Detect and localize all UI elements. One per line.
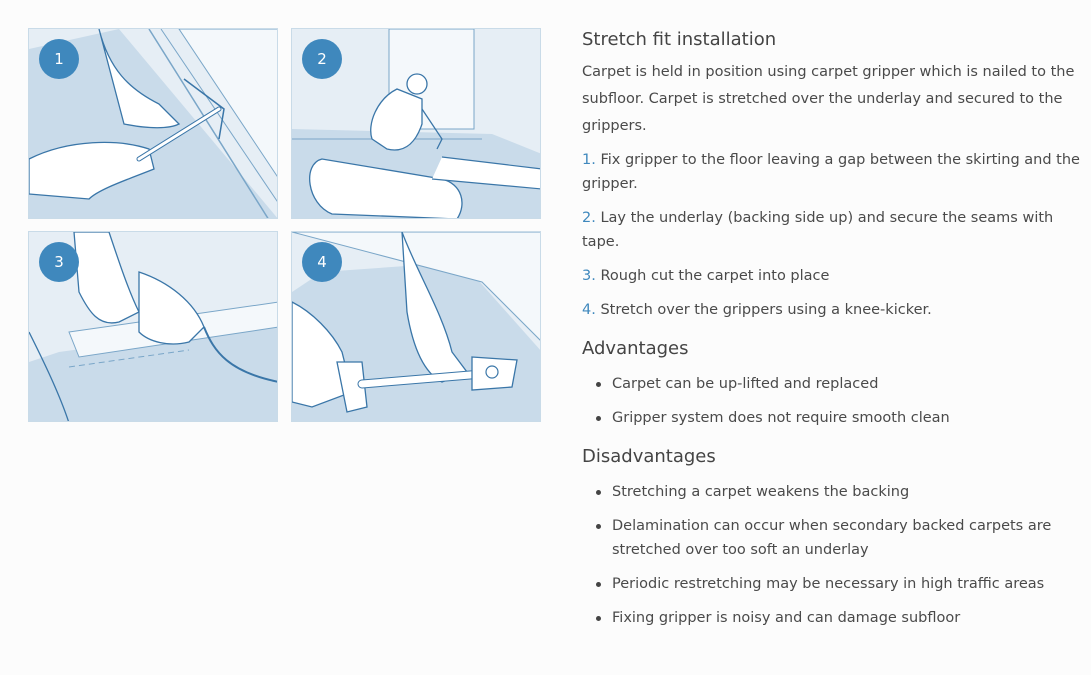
- step-badge: 3: [39, 242, 79, 282]
- steps-list: [582, 148, 1082, 322]
- step-text: Rough cut the carpet into place: [600, 268, 830, 284]
- list-item: Carpet can be up-lifted and replaced: [594, 372, 1082, 396]
- list-item: Delamination can occur when secondary backed carpets are stretched over too soft an underlay: [594, 514, 1082, 562]
- illustration-grid: [28, 28, 542, 423]
- installation-content: [582, 28, 1082, 640]
- section-heading: Stretch fit installation: [582, 29, 777, 50]
- intro-paragraph: Carpet is held in position using carpet gripper which is nailed to the subfloor. Carpet is stretched over the underlay and secured to the grippers.: [582, 64, 1075, 134]
- step-number: 3.: [582, 268, 596, 284]
- list-item: Gripper system does not require smooth clean: [594, 406, 1082, 430]
- step-number: 1.: [582, 152, 596, 168]
- disadvantages-list: [582, 480, 1082, 630]
- step-badge: 1: [39, 39, 79, 79]
- step-badge: 2: [302, 39, 342, 79]
- step-text: Lay the underlay (backing side up) and secure the seams with tape.: [582, 210, 1054, 250]
- list-item: [582, 298, 1082, 322]
- advantages-heading: Advantages: [582, 338, 689, 359]
- step-badge: 4: [302, 242, 342, 282]
- illustration-step-4: [291, 231, 541, 422]
- step-number: 2.: [582, 210, 596, 226]
- illustration-step-2: [291, 28, 541, 219]
- list-item: Stretching a carpet weakens the backing: [594, 480, 1082, 504]
- list-item: Fixing gripper is noisy and can damage subfloor: [594, 606, 1082, 630]
- advantages-list: [582, 372, 1082, 430]
- list-item: [582, 206, 1082, 254]
- disadvantages-heading: Disadvantages: [582, 446, 716, 467]
- list-item: [582, 148, 1082, 196]
- step-number: 4.: [582, 302, 596, 318]
- list-item: [582, 264, 1082, 288]
- illustration-step-3: [28, 231, 278, 422]
- step-text: Fix gripper to the floor leaving a gap between the skirting and the gripper.: [582, 152, 1080, 192]
- illustration-step-1: [28, 28, 278, 219]
- list-item: Periodic restretching may be necessary in high traffic areas: [594, 572, 1082, 596]
- step-text: Stretch over the grippers using a knee-kicker.: [600, 302, 932, 318]
